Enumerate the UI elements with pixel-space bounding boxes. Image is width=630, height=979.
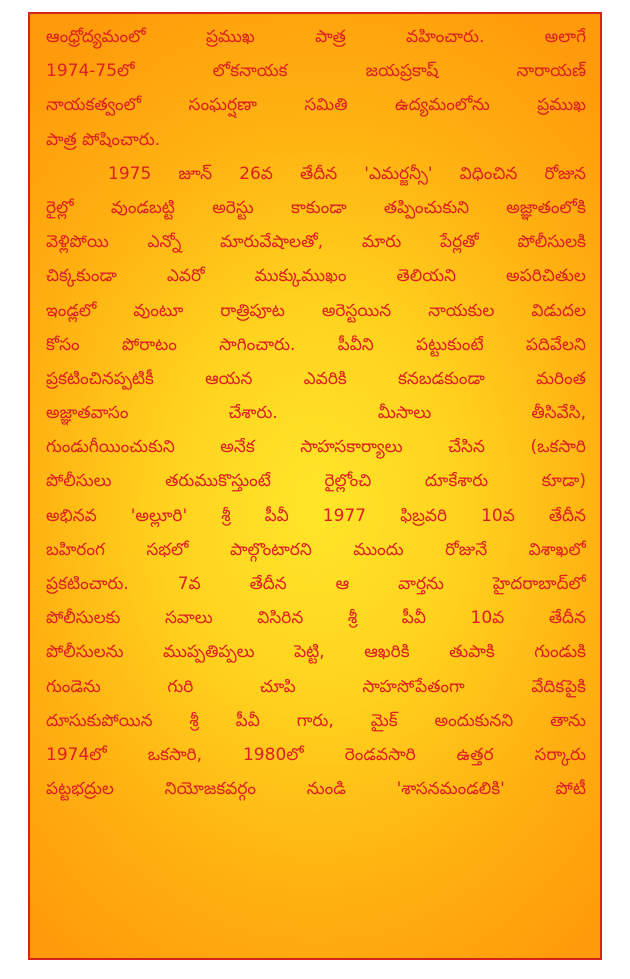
text-line: వెళ్లిపోయి ఎన్నో మారువేషాలతో, మారు పేర్లతో పోలీసులకి bbox=[46, 232, 586, 253]
text-line: పాత్ర పోషించారు. bbox=[46, 129, 161, 150]
text-line: పోలీసులకు సవాలు విసిరిన శ్రీ పీవీ 10వ తేదీన bbox=[46, 608, 586, 629]
text-line: అభినవ 'అల్లూరి' శ్రీ పీవీ 1977 ఫిబ్రవరి 10వ తేదీన bbox=[46, 505, 586, 526]
text-line: పోలీసులను ముప్పతిప్పలు పెట్టి, ఆఖరికి తుపాకి గుండుకి bbox=[46, 642, 586, 663]
text-line: ప్రకటించినప్పటికీ ఆయన ఎవరికి కనబడకుండా మరింత bbox=[46, 368, 586, 389]
text-line: అజ్ఞాతవాసం చేశారు. మీసాలు తీసివేసి, bbox=[46, 403, 586, 424]
text-line: రైల్లో వుండబట్టి అరెస్టు కాకుండా తప్పించుకుని అజ్ఞాతంలోకి bbox=[46, 197, 586, 218]
text-line: ఆంధ్రోద్యమంలో ప్రముఖ పాత్ర వహించారు. అలాగే bbox=[46, 27, 586, 47]
text-line: పట్టభద్రుల నియోజకవర్గం నుండి 'శాసనమండలికి' పోటీ bbox=[46, 779, 586, 800]
article-panel bbox=[28, 12, 602, 960]
text-line: 1975 జూన్ 26వ తేదీన 'ఎమర్జన్సీ' విధించిన రోజున bbox=[108, 163, 586, 184]
text-line: 1974-75లో లోకనాయక జయప్రకాష్ నారాయణ్ bbox=[46, 61, 586, 82]
text-line: దూసుకుపోయిన శ్రీ పీవీ గారు, మైక్ అందుకునని తాను bbox=[46, 710, 586, 731]
text-line: 1974లో ఒకసారి, 1980లో రెండవసారి ఉత్తర సర్కారు bbox=[46, 744, 586, 765]
text-line: పోలీసులు తరుముకొస్తుంటే రైల్లోంచి దూకేశారు కూడా) bbox=[46, 471, 586, 492]
text-line: ఇండ్లలో వుంటూ రాత్రిపూట అరెస్టయిన నాయకుల విడుదల bbox=[46, 300, 586, 321]
text-line: చిక్కకుండా ఎవరో ముక్కుముఖం తెలియని అపరిచితుల bbox=[46, 266, 586, 287]
text-line: కోసం పోరాటం సాగించారు. పీవీని పట్టుకుంటే పదివేలని bbox=[46, 334, 586, 355]
text-line: గుండెను గురి చూపి సాహసోపేతంగా వేదికపైకి bbox=[46, 676, 586, 697]
text-line: బహిరంగ సభలో పాల్గొంటారని ముందు రోజునే విశాఖలో bbox=[46, 539, 586, 560]
text-line: గుండుగీయించుకుని అనేక సాహసకార్యాలు చేసిన (ఒకసారి bbox=[46, 437, 586, 458]
article-text bbox=[46, 20, 586, 806]
text-line: నాయకత్వంలో సంఘర్షణా సమితి ఉద్యమంలోను ప్రముఖ bbox=[46, 95, 586, 116]
text-line: ప్రకటించారు. 7వ తేదీన ఆ వార్తను హైదరాబాద్‌లో bbox=[46, 574, 586, 595]
